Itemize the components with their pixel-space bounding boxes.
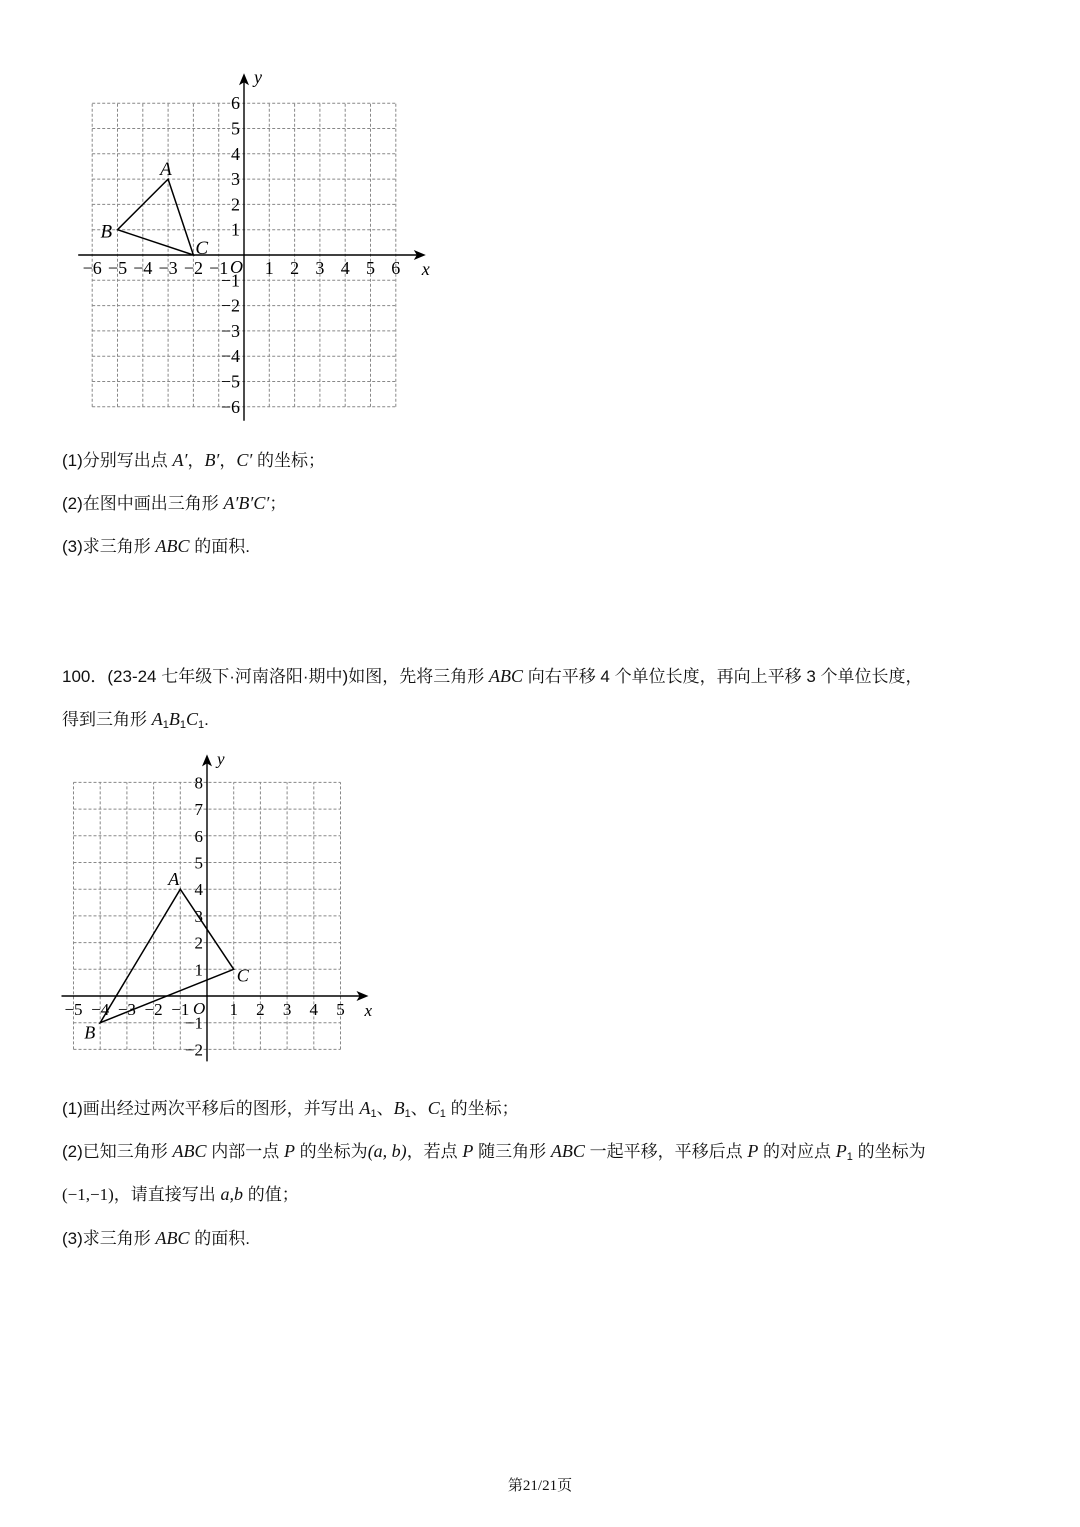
x-tick-label: 1 — [264, 258, 274, 278]
y-tick-label: 2 — [194, 933, 203, 953]
x-tick-label: −6 — [82, 258, 102, 278]
y-tick-label: 6 — [194, 826, 203, 846]
y-tick-label: −1 — [220, 270, 240, 291]
triangle-ABC — [118, 179, 194, 255]
x-tick-label: 2 — [256, 1000, 265, 1019]
y-tick-label: 5 — [194, 853, 203, 873]
y-tick-label: −4 — [220, 346, 240, 367]
x-tick-label: −1 — [171, 1000, 190, 1019]
x-tick-label: 2 — [290, 258, 300, 278]
x-tick-label: 5 — [336, 1000, 345, 1019]
q99-subquestion-1: (1)分别写出点 A′，B′，C′ 的坐标； — [62, 450, 326, 470]
y-tick-label: 2 — [231, 194, 240, 215]
x-tick-label: −4 — [91, 1000, 110, 1019]
q100-stem-line-1: 100．(23-24 七年级下·河南洛阳·期中)如图，先将三角形 ABC 向右平移 4 个单位长度，再向上平移 3 个单位长度， — [62, 666, 923, 686]
y-tick-label: −3 — [220, 320, 240, 341]
y-tick-label: 4 — [231, 143, 240, 164]
x-tick-label: −3 — [117, 1000, 136, 1019]
q100-subquestion-1: (1)画出经过两次平移后的图形，并写出 $A_1$、$B_1$、$C_1$ 的坐标； — [62, 1098, 519, 1120]
y-tick-label: 3 — [231, 169, 240, 190]
q99-subquestion-3: (3)求三角形 ABC 的面积. — [62, 536, 250, 556]
vertex-label-A: A — [168, 869, 180, 890]
x-tick-label: −2 — [144, 1000, 163, 1019]
x-tick-label: 3 — [282, 1000, 292, 1019]
y-axis-label: y — [254, 67, 262, 88]
q100-subquestion-2-cont: (−1,−1)，请直接写出 a,b 的值； — [62, 1184, 299, 1204]
origin-label: O — [230, 257, 243, 277]
y-tick-label: −2 — [184, 1040, 203, 1060]
q99-subquestion-2: (2)在图中画出三角形 A′B′C′； — [62, 493, 287, 513]
origin-label: O — [193, 999, 206, 1018]
x-tick-label: −3 — [158, 258, 178, 278]
vertex-label-B: B — [84, 1022, 96, 1043]
x-tick-label: −5 — [64, 1000, 83, 1019]
y-tick-label: −5 — [220, 371, 240, 392]
x-axis-label: x — [364, 1001, 373, 1020]
q100-subquestion-2: (2)已知三角形 ABC 内部一点 P 的坐标为(a, b)，若点 P 随三角形 ABC 一起平移，平移后点 P 的对应点 $P_1$ 的坐标为 — [62, 1141, 926, 1163]
y-tick-label: 3 — [194, 906, 203, 926]
x-tick-label: 4 — [309, 1000, 319, 1019]
y-tick-label: −6 — [220, 396, 240, 417]
x-tick-label: 4 — [340, 258, 350, 278]
page-footer: 第21/21页 — [507, 1478, 573, 1494]
y-tick-label: 8 — [194, 773, 203, 793]
vertex-label-A: A — [160, 159, 172, 181]
x-tick-label: 6 — [391, 258, 401, 278]
question-source: (23-24 七年级下·河南洛阳·期中) — [107, 667, 349, 686]
y-tick-label: −2 — [220, 295, 240, 316]
coordinate-figure-1 — [0, 0, 460, 445]
y-tick-label: −1 — [184, 1013, 203, 1033]
y-axis-label: y — [217, 749, 225, 769]
x-tick-label: −5 — [107, 258, 128, 278]
question-number: 100． — [62, 667, 108, 686]
x-axis-label: x — [421, 259, 430, 279]
x-tick-label: 5 — [366, 258, 375, 278]
vertex-label-C: C — [195, 238, 209, 259]
y-tick-label: 1 — [194, 960, 203, 980]
q100-stem-line-2: 得到三角形 $A_1B_1C_1$. — [62, 709, 209, 731]
y-tick-label: 5 — [231, 118, 240, 139]
y-tick-label: 7 — [194, 800, 203, 820]
coordinate-figure-2 — [0, 730, 400, 1080]
x-tick-label: 3 — [315, 258, 325, 278]
q100-subquestion-3: (3)求三角形 ABC 的面积. — [62, 1228, 250, 1248]
vertex-label-B: B — [100, 221, 113, 243]
x-tick-label: −4 — [133, 258, 153, 278]
x-tick-label: −1 — [209, 258, 229, 278]
vertex-label-C: C — [236, 965, 249, 986]
x-tick-label: 1 — [229, 1000, 238, 1019]
y-tick-label: 1 — [231, 219, 240, 240]
y-tick-label: 6 — [231, 93, 240, 114]
x-tick-label: −2 — [183, 258, 203, 278]
y-tick-label: 4 — [194, 880, 203, 900]
